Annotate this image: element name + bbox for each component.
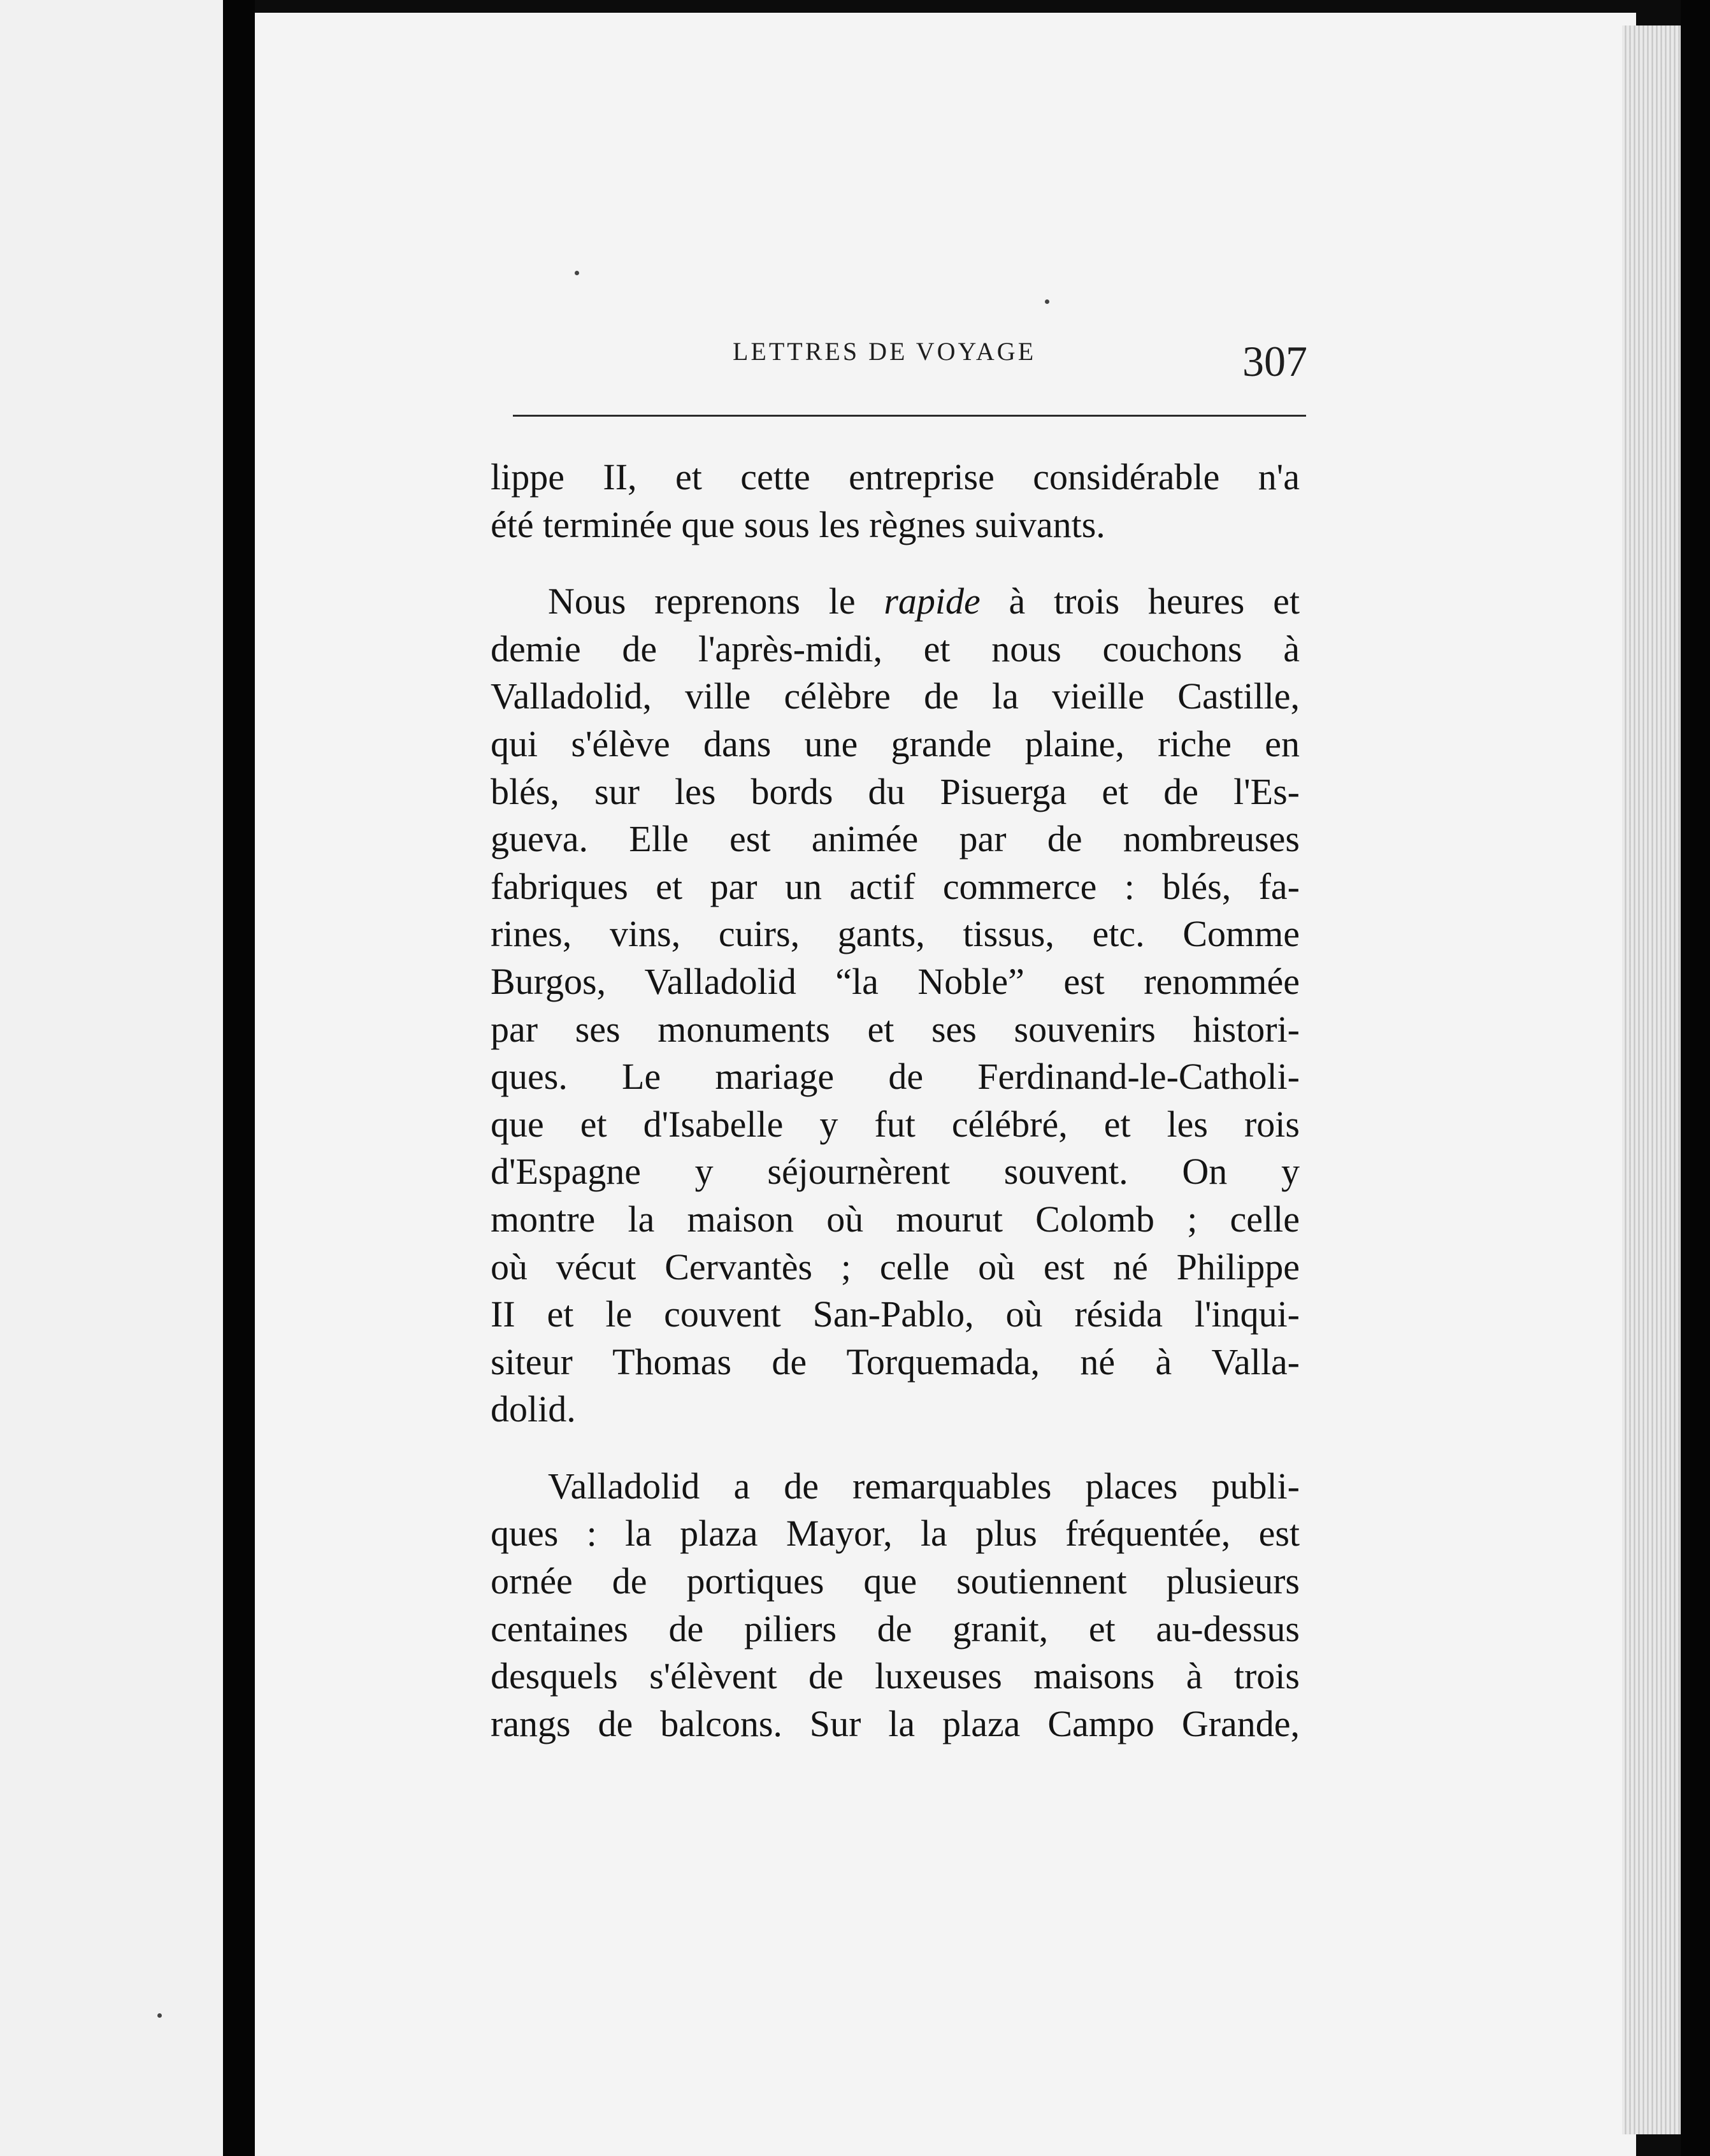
text-line: ques : la plaza Mayor, la plus fréquentée, est bbox=[491, 1513, 1300, 1555]
text-line: dolid. bbox=[491, 1388, 576, 1430]
paragraph-break bbox=[491, 1434, 1300, 1463]
facing-page-edge bbox=[0, 0, 223, 2156]
text-line: blés, sur les bords du Pisuerga et de l'Es- bbox=[491, 770, 1300, 812]
text-line: lippe II, et cette entreprise considérable n'a bbox=[491, 456, 1300, 498]
book-gutter bbox=[223, 0, 255, 2156]
text-line: siteur Thomas de Torquemada, né à Valla- bbox=[491, 1340, 1300, 1383]
text-line: que et d'Isabelle y fut célébré, et les rois bbox=[491, 1103, 1300, 1145]
paragraph-break bbox=[491, 549, 1300, 578]
text-line: Valladolid, ville célèbre de la vieille Castille, bbox=[491, 675, 1300, 717]
scan-border bbox=[1681, 0, 1710, 2156]
text-line: rines, vins, cuirs, gants, tissus, etc. Comme bbox=[491, 913, 1300, 955]
text-line: montre la maison où mourut Colomb ; celle bbox=[491, 1198, 1300, 1240]
page-number: 307 bbox=[1242, 337, 1307, 385]
text-line: par ses monuments et ses souvenirs histori- bbox=[491, 1008, 1300, 1050]
text-line bbox=[491, 578, 1300, 626]
text-line: fabriques et par un actif commerce : blés, fa- bbox=[491, 865, 1300, 907]
text-line: d'Espagne y séjournèrent souvent. On y bbox=[491, 1151, 1300, 1193]
running-head: LETTRES DE VOYAGE bbox=[733, 337, 1037, 366]
text-line: II et le couvent San-Pablo, où résida l'inqui- bbox=[491, 1293, 1300, 1335]
page-block-edges bbox=[1622, 25, 1681, 2134]
text-line: centaines de piliers de granit, et au-dessus bbox=[491, 1607, 1300, 1649]
text-line: Burgos, Valladolid “la Noble” est renommée bbox=[491, 960, 1300, 1002]
text-line: Valladolid a de remarquables places publi- bbox=[548, 1465, 1300, 1507]
scan-speck bbox=[575, 271, 579, 275]
header-rule bbox=[513, 415, 1306, 417]
text-line: ques. Le mariage de Ferdinand-le-Catholi- bbox=[491, 1056, 1300, 1098]
text-run: Nous reprenons le bbox=[548, 580, 884, 622]
text-line: desquels s'élèvent de luxeuses maisons à trois bbox=[491, 1655, 1300, 1697]
text-line: été terminée que sous les règnes suivants. bbox=[491, 503, 1105, 545]
text-run: à trois heures et bbox=[980, 580, 1300, 622]
text-line: rangs de balcons. Sur la plaza Campo Grande, bbox=[491, 1702, 1300, 1744]
text-line: demie de l'après-midi, et nous couchons à bbox=[491, 628, 1300, 670]
text-line: ornée de portiques que soutiennent plusieurs bbox=[491, 1560, 1300, 1602]
text-line: où vécut Cervantès ; celle où est né Philippe bbox=[491, 1246, 1300, 1288]
text-line: gueva. Elle est animée par de nombreuses bbox=[491, 818, 1300, 860]
scan-speck bbox=[157, 2013, 162, 2018]
text-line: qui s'élève dans une grande plaine, riche en bbox=[491, 722, 1300, 765]
scan-speck bbox=[1045, 299, 1049, 304]
emphasis-text: rapide bbox=[884, 580, 981, 622]
body-text bbox=[491, 454, 1300, 1748]
